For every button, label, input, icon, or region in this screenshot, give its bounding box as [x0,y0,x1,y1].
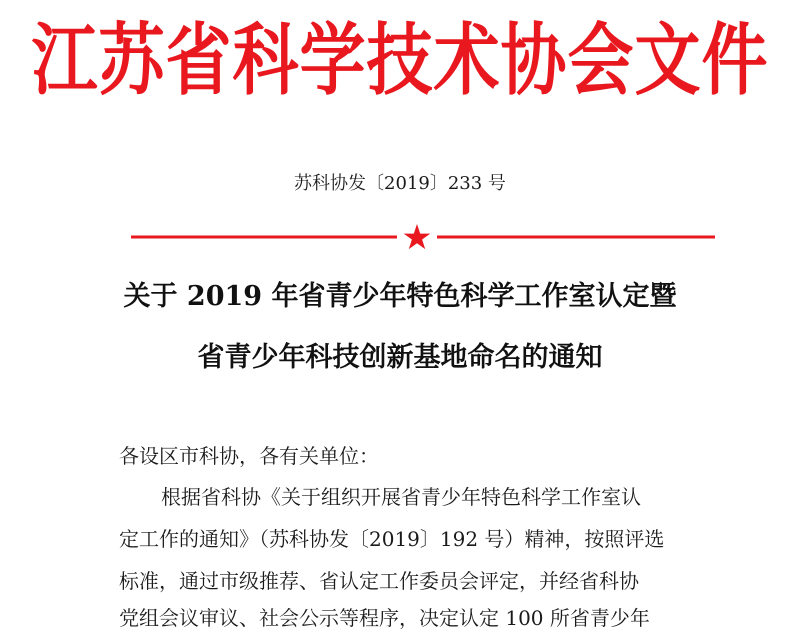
document-title-line-2: 省青少年科技创新基地命名的通知 [197,342,603,373]
salutation: 各设区市科协，各有关单位： [119,444,379,468]
divider-graphic [131,222,715,252]
star-icon [404,224,431,249]
red-divider [131,222,715,252]
masthead-title: 江苏省科学技术协会文件 [31,13,769,107]
document-number: 苏科协发〔2019〕233 号 [294,173,506,194]
body-text-line: 党组会议审议、社会公示等程序，决定认定 100 所省青少年 [119,606,650,630]
body-text-line: 根据省科协《关于组织开展省青少年特色科学工作室认 [161,485,641,509]
body-text-line: 标准，通过市级推荐、省认定工作委员会评定，并经省科协 [119,569,639,593]
document-title-line-1: 关于 2019 年省青少年特色科学工作室认定暨 [123,281,677,312]
body-text-line: 定工作的通知》（苏科协发〔2019〕192 号）精神，按照评选 [119,527,665,551]
